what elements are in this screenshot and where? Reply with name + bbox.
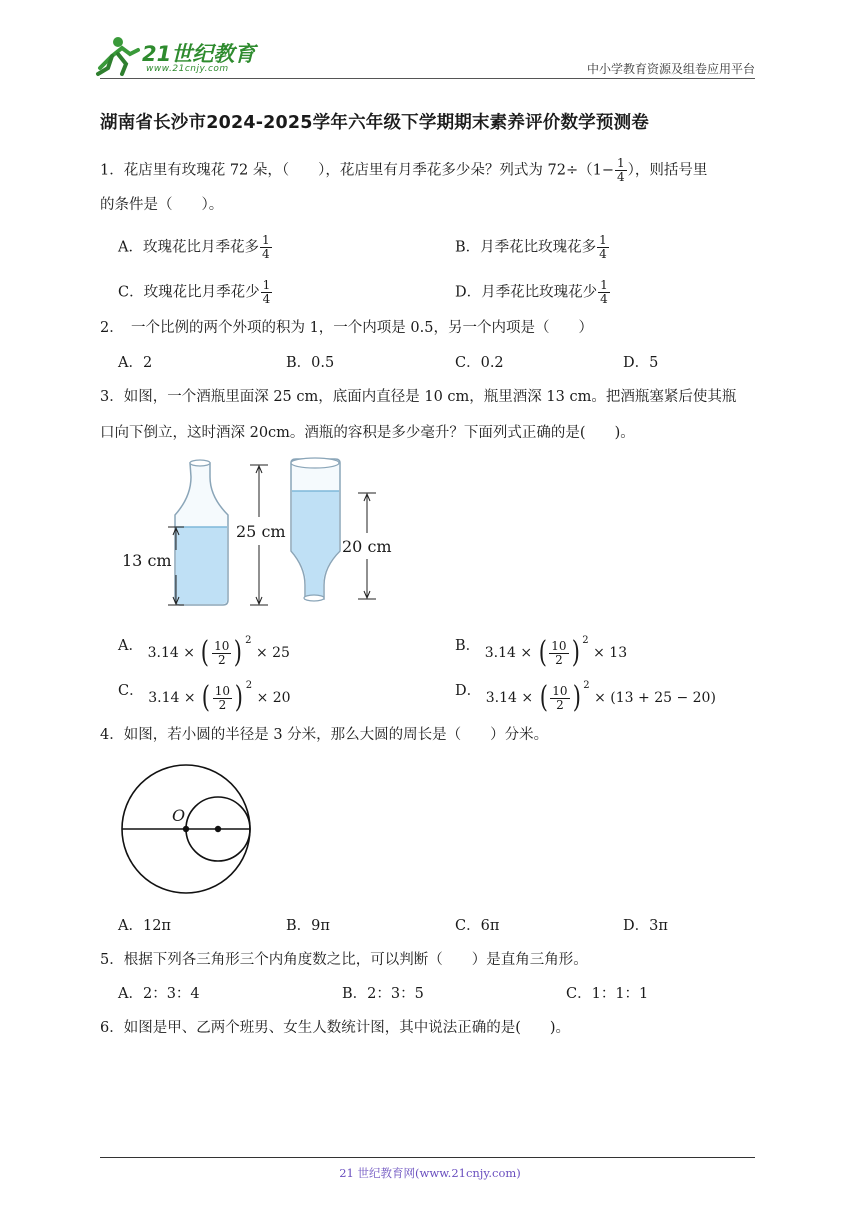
logo-text: 21世纪教育 — [142, 42, 256, 66]
q3-option-c[interactable]: C． 3.14 × ( $\frac{10}{2}$ ) $^2$ × 20 — [118, 680, 291, 715]
label-25cm: 25 cm — [236, 522, 286, 541]
q5-option-a[interactable]: A．2：3：4 — [118, 986, 200, 1002]
bottle-figure — [118, 455, 408, 610]
question-3-line1: 3．如图，一个酒瓶里面深 25 cm，底面内直径是 10 cm，瓶里酒深 13 cm。把酒瓶塞紧后使其瓶 — [100, 389, 737, 405]
q5-option-c[interactable]: C．1：1：1 — [566, 986, 649, 1002]
q3-option-b[interactable]: B． 3.14 × ( $\frac{10}{2}$ ) $^2$ × 13 — [455, 635, 628, 670]
q1-text-end: ），则括号里 — [627, 162, 708, 179]
q5-option-b[interactable]: B．2：3：5 — [342, 986, 424, 1002]
footer-text: 21 世纪教育网(www.21cnjy.com) — [339, 1166, 521, 1180]
question-6: 6．如图是甲、乙两个班男、女生人数统计图，其中说法正确的是( )。 — [100, 1020, 571, 1036]
q1-option-d[interactable]: D．月季花比玫瑰花少 $\frac{1}{4}$ — [455, 278, 608, 306]
label-20cm: 20 cm — [342, 537, 392, 556]
q4-option-a[interactable]: A．12π — [118, 918, 171, 934]
question-3-line2: 口向下倒立，这时酒深 20cm。酒瓶的容积是多少毫升？下面列式正确的是( )。 — [100, 425, 635, 441]
center-label-o: O — [172, 806, 186, 825]
site-logo — [92, 34, 262, 80]
q4-option-b[interactable]: B．9π — [286, 918, 330, 934]
page-title: 湖南省长沙市2024-2025学年六年级下学期期末素养评价数学预测卷 — [100, 113, 649, 133]
q2-option-c[interactable]: C．0.2 — [455, 355, 504, 371]
label-13cm: 13 cm — [122, 551, 172, 570]
q1-option-a[interactable]: A．玫瑰花比月季花多 $\frac{1}{4}$ — [118, 233, 270, 261]
q1-text: 1．花店里有玫瑰花 72 朵，（ ），花店里有月季花多少朵？列式为 72÷（1− — [100, 162, 614, 179]
q1-option-b[interactable]: B．月季花比玫瑰花多 $\frac{1}{4}$ — [455, 233, 607, 261]
q2-option-b[interactable]: B．0.5 — [286, 355, 335, 371]
header-platform-text: 中小学教育资源及组卷应用平台 — [586, 62, 755, 76]
footer-divider — [100, 1157, 755, 1158]
question-1 — [100, 157, 707, 184]
q2-option-a[interactable]: A．2 — [118, 355, 153, 371]
q3-option-a[interactable]: A． 3.14 × ( $\frac{10}{2}$ ) $^2$ × 25 — [118, 635, 290, 670]
header-divider — [100, 78, 755, 79]
logo-url: www.21cnjy.com — [146, 64, 229, 74]
question-5: 5．根据下列各三角形三个内角度数之比，可以判断（ ）是直角三角形。 — [100, 952, 588, 968]
q1-option-c[interactable]: C．玫瑰花比月季花少 $\frac{1}{4}$ — [118, 278, 271, 306]
q4-option-d[interactable]: D．3π — [623, 918, 668, 934]
question-1-line2: 的条件是（ ）。 — [100, 197, 224, 213]
q3-option-d[interactable]: D． 3.14 × ( $\frac{10}{2}$ ) $^2$ × (13 + 25 − 20) — [455, 680, 716, 715]
question-4: 4．如图，若小圆的半径是 3 分米，那么大圆的周长是（ ）分米。 — [100, 727, 549, 743]
circle-figure — [118, 760, 268, 900]
q4-option-c[interactable]: C．6π — [455, 918, 500, 934]
q1-fraction: $\frac{1}{4}$ — [616, 156, 625, 184]
question-2: 2． 一个比例的两个外项的积为 1，一个内项是 0.5，另一个内项是（ ） — [100, 320, 593, 336]
q2-option-d[interactable]: D．5 — [623, 355, 659, 371]
